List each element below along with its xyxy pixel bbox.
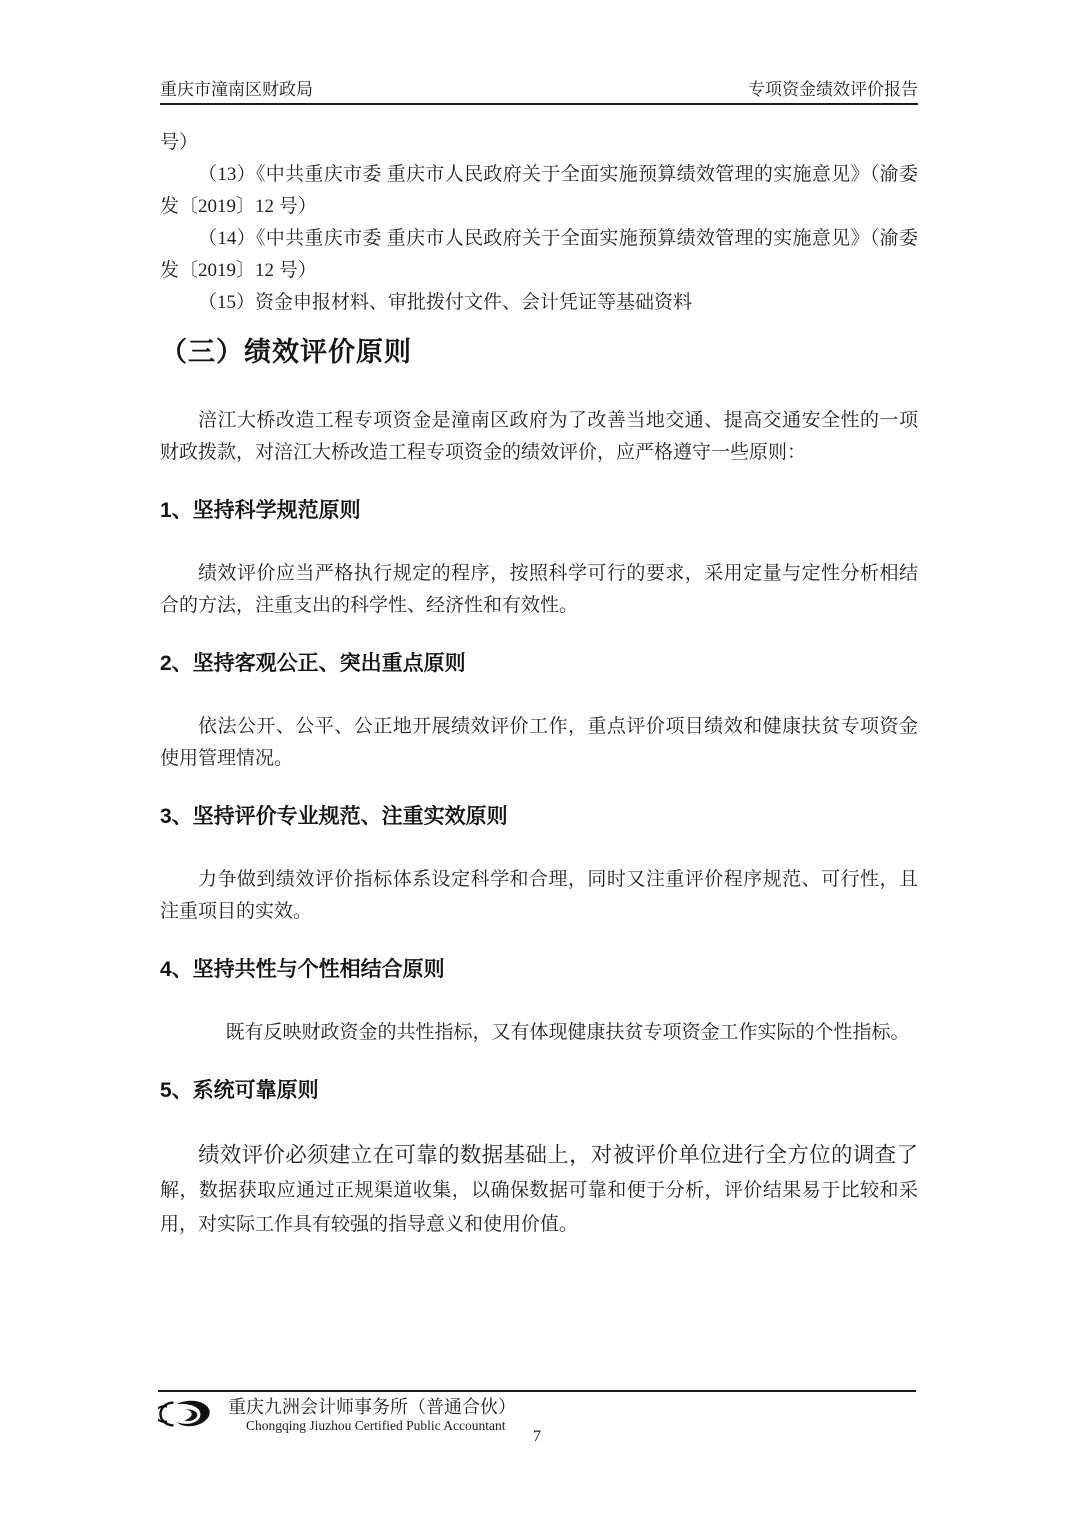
reference-item-14: （14）《中共重庆市委 重庆市人民政府关于全面实施预算绩效管理的实施意见》（渝委发〔2019〕12 号） <box>160 228 918 281</box>
principle-5-body-lead: 绩效评价必须建立在可靠的数据基础上，对被评价单位进行全方位的调查了 <box>198 1143 918 1167</box>
reference-item-15: （15）资金申报材料、审批拨付文件、会计凭证等基础资料 <box>198 292 693 313</box>
principle-1-body: 绩效评价应当严格执行规定的程序，按照科学可行的要求，采用定量与定性分析相结合的方法，注重支出的科学性、经济性和有效性。 <box>160 563 918 616</box>
firm-name-en: Chongqing Jiuzhou Certified Public Accountant <box>246 1418 506 1433</box>
page-number: 7 <box>533 1428 541 1445</box>
principle-2-heading: 2、坚持客观公正、突出重点原则 <box>160 652 466 675</box>
principle-4-body: 既有反映财政资金的共性指标，又有体现健康扶贫专项资金工作实际的个性指标。 <box>225 1022 910 1043</box>
section-heading: （三）绩效评价原则 <box>160 337 412 367</box>
principle-1-heading: 1、坚持科学规范原则 <box>160 499 361 522</box>
principle-3-body: 力争做到绩效评价指标体系设定科学和合理，同时又注重评价程序规范、可行性，且注重项目的实效。 <box>160 869 918 922</box>
principle-5-heading: 5、系统可靠原则 <box>160 1079 319 1102</box>
document-body <box>160 127 918 1242</box>
principle-5-body <box>160 1138 918 1242</box>
header-left-text: 重庆市潼南区财政局 <box>160 80 313 99</box>
carryover-line: 号） <box>160 132 199 153</box>
principle-2-body: 依法公开、公平、公正地开展绩效评价工作，重点评价项目绩效和健康扶贫专项资金使用管理情况。 <box>160 716 918 769</box>
header-right-text: 专项资金绩效评价报告 <box>748 80 918 99</box>
firm-name-cn: 重庆九洲会计师事务所（普通合伙） <box>228 1397 516 1417</box>
principle-3-heading: 3、坚持评价专业规范、注重实效原则 <box>160 805 508 828</box>
principle-5-body-rest: 解，数据获取应通过正规渠道收集，以确保数据可靠和便于分析，评价结果易于比较和采用，对实际工作具有较强的指导意义和使用价值。 <box>160 1180 918 1235</box>
page-header <box>160 80 918 105</box>
reference-item-13: （13）《中共重庆市委 重庆市人民政府关于全面实施预算绩效管理的实施意见》（渝委发〔2019〕12 号） <box>160 164 918 217</box>
jiuzhou-swirl-logo-icon <box>158 1397 212 1429</box>
principle-4-heading: 4、坚持共性与个性相结合原则 <box>160 958 445 981</box>
section-intro-paragraph: 涪江大桥改造工程专项资金是潼南区政府为了改善当地交通、提高交通安全性的一项财政拨款，对涪江大桥改造工程专项资金的绩效评价，应严格遵守一些原则： <box>160 410 918 463</box>
page-footer <box>158 1390 916 1445</box>
